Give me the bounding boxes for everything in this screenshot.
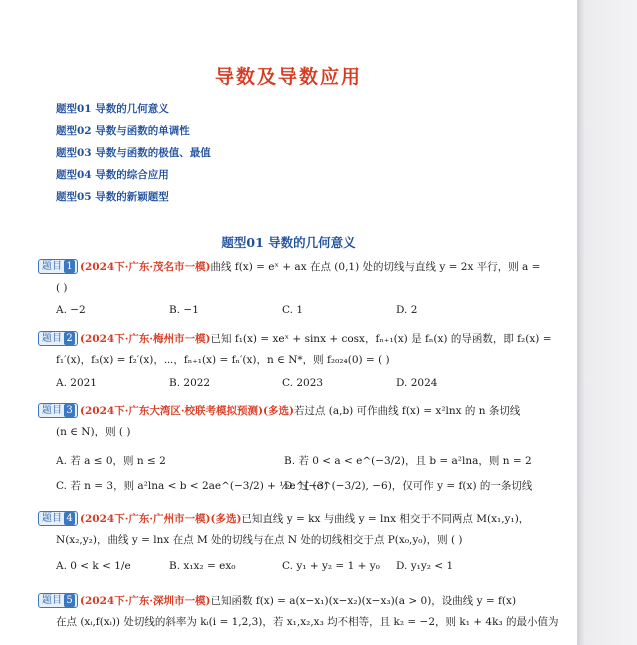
question-badge: 题目 5 [38,593,78,608]
question-text-cont: 在点 (xᵢ,f(xᵢ)) 处切线的斜率为 kᵢ(i = 1,2,3)，若 x₁,x₂,x₃ 均不相等，且 k₂ = −2，则 k₁ + 4k₃ 的最小值为 [56,616,559,628]
option-a: A. 0 < k < 1/e [56,560,131,572]
question-text-cont: (n ∈ N)，则 ( ) [56,426,131,438]
toc-item[interactable]: 题型05 导数的新颖题型 [56,191,169,203]
option-b: B. −1 [169,304,199,316]
option-c: C. y₁ + y₂ = 1 + y₀ [282,560,380,572]
option-b: B. 2022 [169,377,211,389]
question-text-cont: f₁′(x)，f₃(x) = f₂′(x)，⋯，fₙ₊₁(x) = fₙ′(x)，n ∈ N*，则 f₂₀₂₄(0) = ( ) [56,354,390,366]
question-text: 已知函数 f(x) = a(x−x₁)(x−x₂)(x−x₃)(a > 0)，设曲线 y = f(x) [210,595,517,607]
question-badge: 题目 2 [38,331,78,346]
question-badge: 题目 3 [38,403,78,418]
question-1 [38,257,568,299]
question-3 [38,401,568,443]
question-5 [38,591,568,633]
question-source: (2024下·广东·深圳市一模) [80,595,211,607]
option-a: A. 若 a ≤ 0，则 n ≤ 2 [56,455,166,467]
question-text: 若过点 (a,b) 可作曲线 f(x) = x²lnx 的 n 条切线 [293,405,521,417]
question-text: 曲线 f(x) = eˣ + ax 在点 (0,1) 处的切线与直线 y = 2x 平行，则 a = [210,261,541,273]
question-source: (2024下·广东大湾区·校联考模拟预测)(多选) [80,405,294,417]
question-text: 已知直线 y = kx 与曲线 y = lnx 相交于不同两点 M(x₁,y₁)， [241,513,530,525]
option-b: B. x₁x₂ = ex₀ [169,560,236,572]
option-d: D. y₁y₂ < 1 [396,560,454,572]
option-d: D. 2024 [396,377,438,389]
toc-item[interactable]: 题型01 导数的几何意义 [56,103,169,115]
question-source: (2024下·广东·茂名市一模) [80,261,211,273]
question-text-cont: ( ) [56,282,68,294]
question-4 [38,509,568,551]
toc-item[interactable]: 题型03 导数与函数的极值、最值 [56,147,211,159]
question-badge: 题目 1 [38,259,78,274]
section-heading: 题型01 导数的几何意义 [221,235,356,250]
toc-item[interactable]: 题型02 导数与函数的单调性 [56,125,190,137]
question-text-cont: N(x₂,y₂)，曲线 y = lnx 在点 M 处的切线与在点 N 处的切线相交于点 P(x₀,y₀)，则 ( ) [56,534,463,546]
option-c: C. 若 n = 3，则 a²lna < b < 2ae^(−3/2) + ½e^(−3) [56,480,329,492]
option-d: D. 2 [396,304,418,316]
option-d: D. 过 (e^(−3/2), −6)，仅可作 y = f(x) 的一条切线 [284,480,533,492]
page-edge-shadow [577,0,637,645]
option-a: A. −2 [56,304,86,316]
option-b: B. 若 0 < a < e^(−3/2)，且 b = a²lna，则 n = 2 [284,455,532,467]
option-a: A. 2021 [56,377,97,389]
page-title: 导数及导数应用 [214,66,362,88]
option-c: C. 2023 [282,377,324,389]
option-c: C. 1 [282,304,304,316]
question-source: (2024下·广东·广州市一模)(多选) [80,513,242,525]
question-text: 已知 f₁(x) = xeˣ + sinx + cosx，fₙ₊₁(x) 是 fₙ(x) 的导函数，即 f₂(x) = [210,333,552,345]
toc-item[interactable]: 题型04 导数的综合应用 [56,169,169,181]
question-badge: 题目 4 [38,511,78,526]
question-2 [38,329,568,371]
question-source: (2024下·广东·梅州市一模) [80,333,211,345]
